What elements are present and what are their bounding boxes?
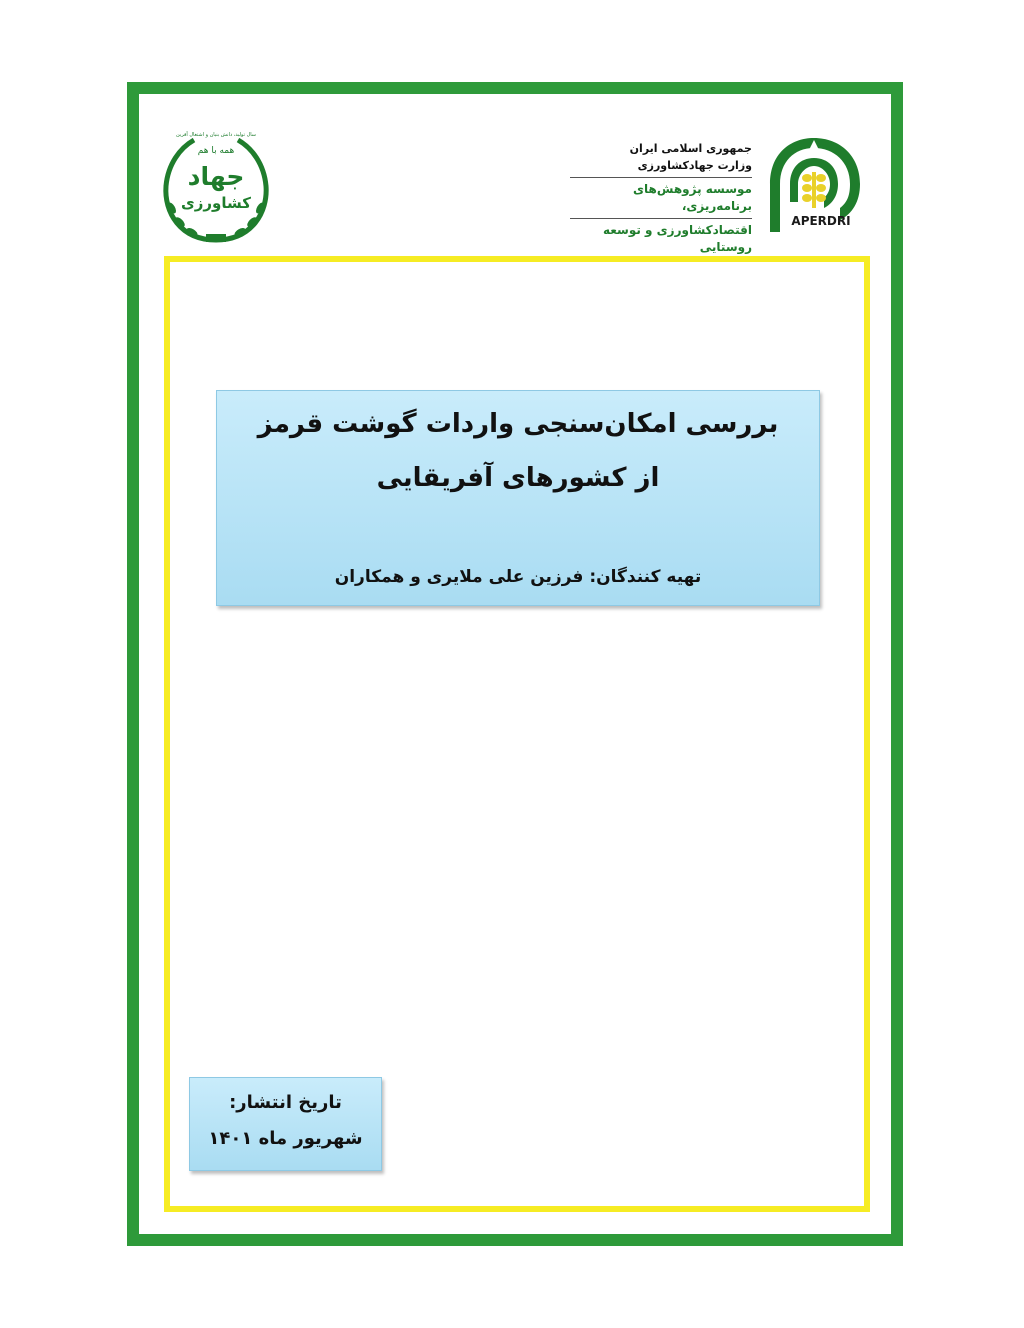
aperdri-abbreviation: APERDRI [791, 214, 851, 228]
title-box [216, 390, 820, 606]
publication-date-box [189, 1077, 382, 1171]
logo-top-text: همه با هم [197, 146, 235, 156]
ministry-name: وزارت جهادکشاورزی [637, 159, 752, 172]
report-title-line1: بررسی امکان‌سنجی واردات گوشت قرمز [257, 409, 779, 439]
logo-tagline: سال تولید، دانش بنیان و اشتغال آفرین [176, 132, 256, 138]
header-divider [570, 177, 752, 178]
institute-name-line1: موسسه پژوهش‌های برنامه‌ریزی، [633, 182, 752, 213]
aperdri-logo [756, 132, 866, 238]
country-name: جمهوری اسلامی ایران [629, 142, 752, 155]
institute-header [570, 140, 752, 256]
publication-date-label: تاریخ انتشار: [229, 1092, 342, 1113]
logo-sub-text: کشاورزی [181, 194, 251, 212]
publication-date-value: شهریور ماه ۱۴۰۱ [208, 1128, 363, 1149]
header-divider [570, 218, 752, 219]
report-authors: تهیه کنندگان: فرزین علی ملایری و همکاران [334, 567, 702, 587]
logo-main-text: جهاد [187, 162, 245, 191]
institute-name-line2: اقتصادکشاورزی و توسعه روستایی [602, 223, 752, 254]
report-title-line2: از کشورهای آفریقایی [376, 463, 660, 493]
jahad-keshavarzi-logo [160, 128, 272, 246]
